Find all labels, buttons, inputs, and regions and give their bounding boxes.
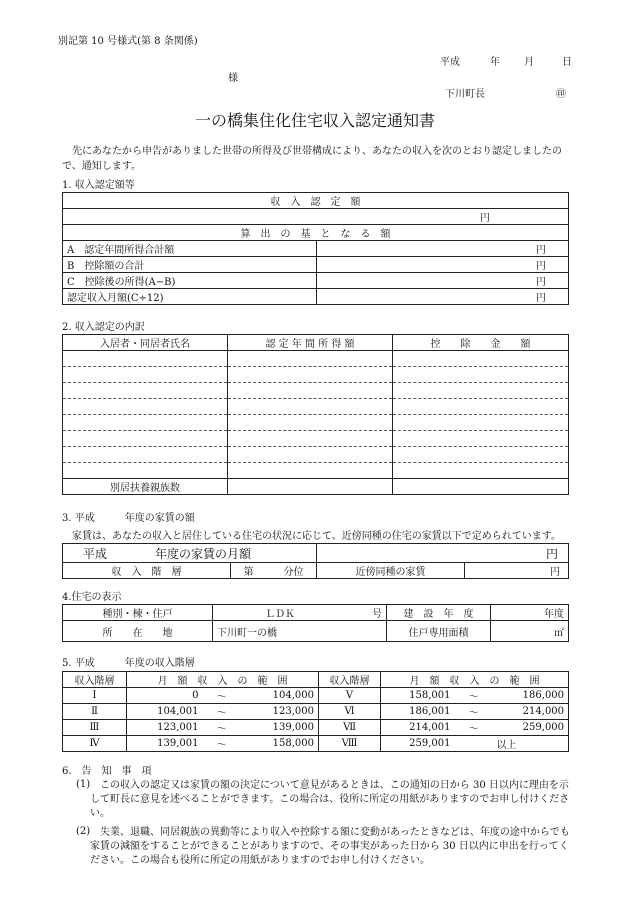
class-cell: Ⅳ — [63, 736, 127, 752]
note2-line-1: 失業、退職、同居親族の異動等により収入や控除する額に変動があったときなどは、年度の途中からでも — [100, 827, 570, 838]
tilde: 〜 — [455, 704, 493, 720]
from-cell: 104,001 — [127, 704, 203, 720]
intro-line-1: 先にあなたから申告がありました世帯の所得及び世帯構成により、あなたの収入を次のとおり認定しましたの — [72, 146, 562, 157]
to-cell: 259,000 — [493, 720, 569, 736]
breakdown-row — [63, 431, 569, 447]
income-class-value: 第 分位 — [231, 563, 317, 579]
class-cell: Ⅷ — [319, 736, 381, 752]
from-cell: 0 — [127, 688, 203, 704]
section1-heading: 1. 収入認定額等 — [62, 180, 135, 191]
note1-line-1: この収入の認定又は家賃の額の決定について意見があるときは、この通知の日から 30 日以内に理由を示 — [100, 780, 569, 791]
to-cell: 186,000 — [493, 688, 569, 704]
date-era: 平成 — [440, 57, 460, 68]
class-cell: Ⅲ — [63, 720, 127, 736]
note1-line-3: い。 — [90, 808, 110, 819]
class-cell: Ⅰ — [63, 688, 127, 704]
col-names: 入居者・同居者氏名 — [63, 335, 228, 351]
income-yen: 円 — [63, 209, 569, 225]
unit-suffix: 号 — [372, 609, 382, 620]
to-cell: 104,000 — [241, 688, 319, 704]
breakdown-row — [63, 415, 569, 431]
class-col-right: 収入階層 — [319, 672, 381, 688]
date-year: 年 — [490, 57, 500, 68]
nearby-rent-unit: 円 — [465, 563, 569, 579]
income-summary-table — [62, 192, 569, 305]
class-cell: Ⅱ — [63, 704, 127, 720]
rent-note: 家賃は、あなたの収入と居住している住宅の状況に応じて、近傍同種の住宅の家賃以下で定められています。 — [72, 531, 561, 542]
floor-area-label: 住戸専用面積 — [387, 621, 491, 642]
table-row — [63, 688, 569, 704]
to-cell: 158,000 — [241, 736, 319, 752]
tilde: 〜 — [203, 704, 241, 720]
class-cell: Ⅶ — [319, 720, 381, 736]
from-cell: 123,001 — [127, 720, 203, 736]
date-day: 日 — [562, 57, 572, 68]
row-monthly-unit: 円 — [317, 289, 569, 305]
location-label: 所 在 地 — [63, 621, 213, 642]
document-title: 一の橋集住化住宅収入認定通知書 — [194, 111, 435, 130]
to-cell: 123,000 — [241, 704, 319, 720]
tilde: 〜 — [455, 688, 493, 704]
ldk-cell — [213, 605, 387, 621]
breakdown-row — [63, 351, 569, 367]
nearby-rent-label: 近傍同種の家賃 — [317, 563, 465, 579]
ldk-text: ＬＤＫ — [265, 609, 295, 620]
basis-head: 算 出 の 基 と な る 額 — [63, 225, 569, 241]
rent-label: 平成 年度の家賃の月額 — [63, 544, 317, 563]
breakdown-row — [63, 383, 569, 399]
row-b-label: B 控除額の合計 — [63, 257, 317, 273]
to-cell: 以上 — [493, 736, 569, 752]
intro-line-2: で、通知します。 — [62, 161, 141, 172]
from-cell: 158,001 — [381, 688, 455, 704]
dependents-label: 別居扶養親族数 — [63, 479, 228, 495]
income-head: 収 入 認 定 額 — [63, 193, 569, 209]
tilde: 〜 — [203, 736, 241, 752]
income-class-label: 収 入 階 層 — [63, 563, 231, 579]
rent-table — [62, 543, 569, 579]
seal-mark: ㊞ — [556, 89, 566, 100]
note2-number: (2) — [76, 826, 91, 837]
housing-type-label: 種別・棟・住戸 — [63, 605, 213, 621]
year-unit: 年度 — [491, 605, 569, 621]
row-a-unit: 円 — [317, 241, 569, 257]
class-cell: Ⅴ — [319, 688, 381, 704]
table-row — [63, 720, 569, 736]
addressee-suffix: 様 — [228, 73, 238, 84]
tilde: 〜 — [203, 688, 241, 704]
issuer-name: 下川町長 — [445, 89, 485, 100]
income-breakdown-table — [62, 334, 569, 495]
from-cell: 186,001 — [381, 704, 455, 720]
area-unit: ㎡ — [491, 621, 569, 642]
built-year-label: 建 設 年 度 — [387, 605, 491, 621]
empty-cell — [455, 736, 493, 752]
breakdown-row — [63, 399, 569, 415]
range-col-left: 月 額 収 入 の 範 囲 — [127, 672, 319, 688]
from-cell: 214,001 — [381, 720, 455, 736]
location-value: 下川町一の橋 — [213, 621, 387, 642]
section3-heading: 3. 平成 年度の家賃の額 — [62, 513, 195, 524]
row-a-label: A 認定年間所得合計額 — [63, 241, 317, 257]
class-col-left: 収入階層 — [63, 672, 127, 688]
row-c-label: C 控除後の所得(A−B) — [63, 273, 317, 289]
to-cell: 139,000 — [241, 720, 319, 736]
form-reference: 別記第 10 号様式(第 8 条関係) — [58, 36, 198, 47]
date-month: 月 — [524, 57, 534, 68]
from-cell: 259,001 — [381, 736, 455, 752]
note2-line-2: 家賃の減額をすることができることがありますので、その事実があった日から 30 日以内に申出を行ってく — [90, 841, 569, 852]
table-row — [63, 736, 569, 752]
breakdown-row — [63, 447, 569, 463]
from-cell: 139,001 — [127, 736, 203, 752]
rent-yen: 円 — [317, 544, 569, 563]
range-col-right: 月 額 収 入 の 範 囲 — [381, 672, 569, 688]
row-monthly-label: 認定収入月額(C÷12) — [63, 289, 317, 305]
section4-heading: 4.住宅の表示 — [62, 592, 122, 603]
col-income: 認 定 年 間 所 得 額 — [228, 335, 393, 351]
note1-line-2: して町長に意見を述べることができます。この場合は、役所に所定の用紙がありますのでお申し付けくださ — [90, 794, 570, 805]
breakdown-row — [63, 463, 569, 479]
housing-table — [62, 604, 569, 642]
row-b-unit: 円 — [317, 257, 569, 273]
tilde: 〜 — [455, 720, 493, 736]
section6-heading: 6. 告 知 事 項 — [62, 766, 152, 777]
tilde: 〜 — [203, 720, 241, 736]
income-class-table — [62, 671, 569, 752]
note1-number: (1) — [76, 779, 91, 790]
table-row — [63, 704, 569, 720]
section5-heading: 5. 平成 年度の収入階層 — [62, 658, 195, 669]
note2-line-3: ださい。この場合も役所に所定の用紙がありますのでお申し付けください。 — [90, 855, 430, 866]
to-cell: 214,000 — [493, 704, 569, 720]
section2-heading: 2. 収入認定の内訳 — [62, 322, 145, 333]
row-c-unit: 円 — [317, 273, 569, 289]
breakdown-row — [63, 367, 569, 383]
class-cell: Ⅵ — [319, 704, 381, 720]
col-deduction: 控 除 金 額 — [393, 335, 569, 351]
